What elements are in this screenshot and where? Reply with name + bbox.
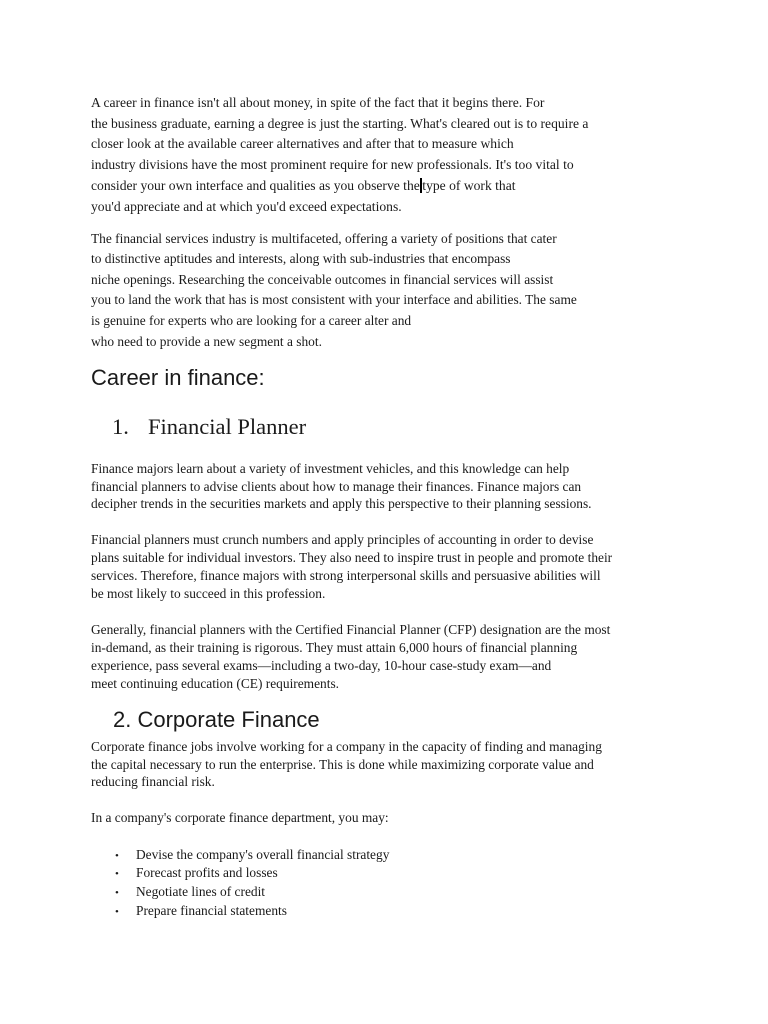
intro-line: [91, 177, 516, 195]
career-heading: Career in finance:: [91, 365, 265, 390]
cf-intro-line: In a company's corporate finance department, you may:: [91, 810, 389, 825]
fp-line: decipher trends in the securities markets and apply this perspective to their planning sessions.: [91, 496, 592, 511]
list-item: [115, 883, 265, 902]
fp-line: Generally, financial planners with the Certified Financial Planner (CFP) designation are the most: [91, 622, 611, 637]
intro-line: industry divisions have the most prominent require for new professionals. It's too vital to: [91, 157, 574, 172]
fp-line: plans suitable for individual investors. They also need to inspire trust in people and promote their: [91, 550, 613, 565]
intro-line: closer look at the available career alternatives and after that to measure which: [91, 136, 514, 151]
bullet-icon: •: [115, 887, 119, 899]
list-item-text: Negotiate lines of credit: [136, 884, 266, 899]
heading-number: 1.: [112, 414, 129, 439]
fp-line: Financial planners must crunch numbers and apply principles of accounting in order to devise: [91, 532, 594, 547]
financial-planner-heading: [112, 412, 306, 442]
heading-title: Financial Planner: [148, 414, 307, 439]
list-item: [115, 846, 389, 865]
intro-line: the business graduate, earning a degree is just the starting. What's cleared out is to require a: [91, 116, 589, 131]
intro-line: A career in finance isn't all about money, in spite of the fact that it begins there. For: [91, 95, 545, 110]
fp-line: experience, pass several exams—including a two-day, 10-hour case-study exam—and: [91, 658, 552, 673]
bullet-icon: •: [115, 906, 119, 918]
list-item: [115, 902, 287, 921]
fp-line: Finance majors learn about a variety of investment vehicles, and this knowledge can help: [91, 461, 570, 476]
fp-line: be most likely to succeed in this profession.: [91, 586, 326, 601]
services-line: who need to provide a new segment a shot.: [91, 334, 322, 349]
fp-line: meet continuing education (CE) requirements.: [91, 676, 340, 691]
bullet-icon: •: [115, 850, 119, 862]
bullet-icon: •: [115, 868, 119, 880]
list-item-text: Prepare financial statements: [136, 903, 287, 918]
corporate-finance-heading: 2. Corporate Finance: [113, 707, 320, 732]
fp-line: services. Therefore, finance majors with strong interpersonal skills and persuasive abilities will: [91, 568, 601, 583]
cf-line: the capital necessary to run the enterprise. This is done while maximizing corporate value and: [91, 757, 594, 772]
intro-line-text: type of work that: [422, 178, 516, 193]
cf-line: reducing financial risk.: [91, 774, 215, 789]
list-item-text: Devise the company's overall financial strategy: [136, 847, 390, 862]
list-item: [115, 864, 278, 883]
intro-line: you'd appreciate and at which you'd exceed expectations.: [91, 199, 402, 214]
services-line: to distinctive aptitudes and interests, along with sub-industries that encompass: [91, 251, 511, 266]
services-line: niche openings. Researching the conceivable outcomes in financial services will assist: [91, 272, 554, 287]
fp-line: in-demand, as their training is rigorous. They must attain 6,000 hours of financial planning: [91, 640, 578, 655]
list-item-text: Forecast profits and losses: [136, 865, 278, 880]
services-line: The financial services industry is multifaceted, offering a variety of positions that cater: [91, 231, 557, 246]
cf-line: Corporate finance jobs involve working for a company in the capacity of finding and managing: [91, 739, 602, 754]
services-line: is genuine for experts who are looking for a career alter and: [91, 313, 412, 328]
intro-line-text: consider your own interface and qualities as you observe the: [91, 178, 420, 193]
services-line: you to land the work that has is most consistent with your interface and abilities. The same: [91, 292, 577, 307]
fp-line: financial planners to advise clients about how to manage their finances. Finance majors can: [91, 479, 582, 494]
